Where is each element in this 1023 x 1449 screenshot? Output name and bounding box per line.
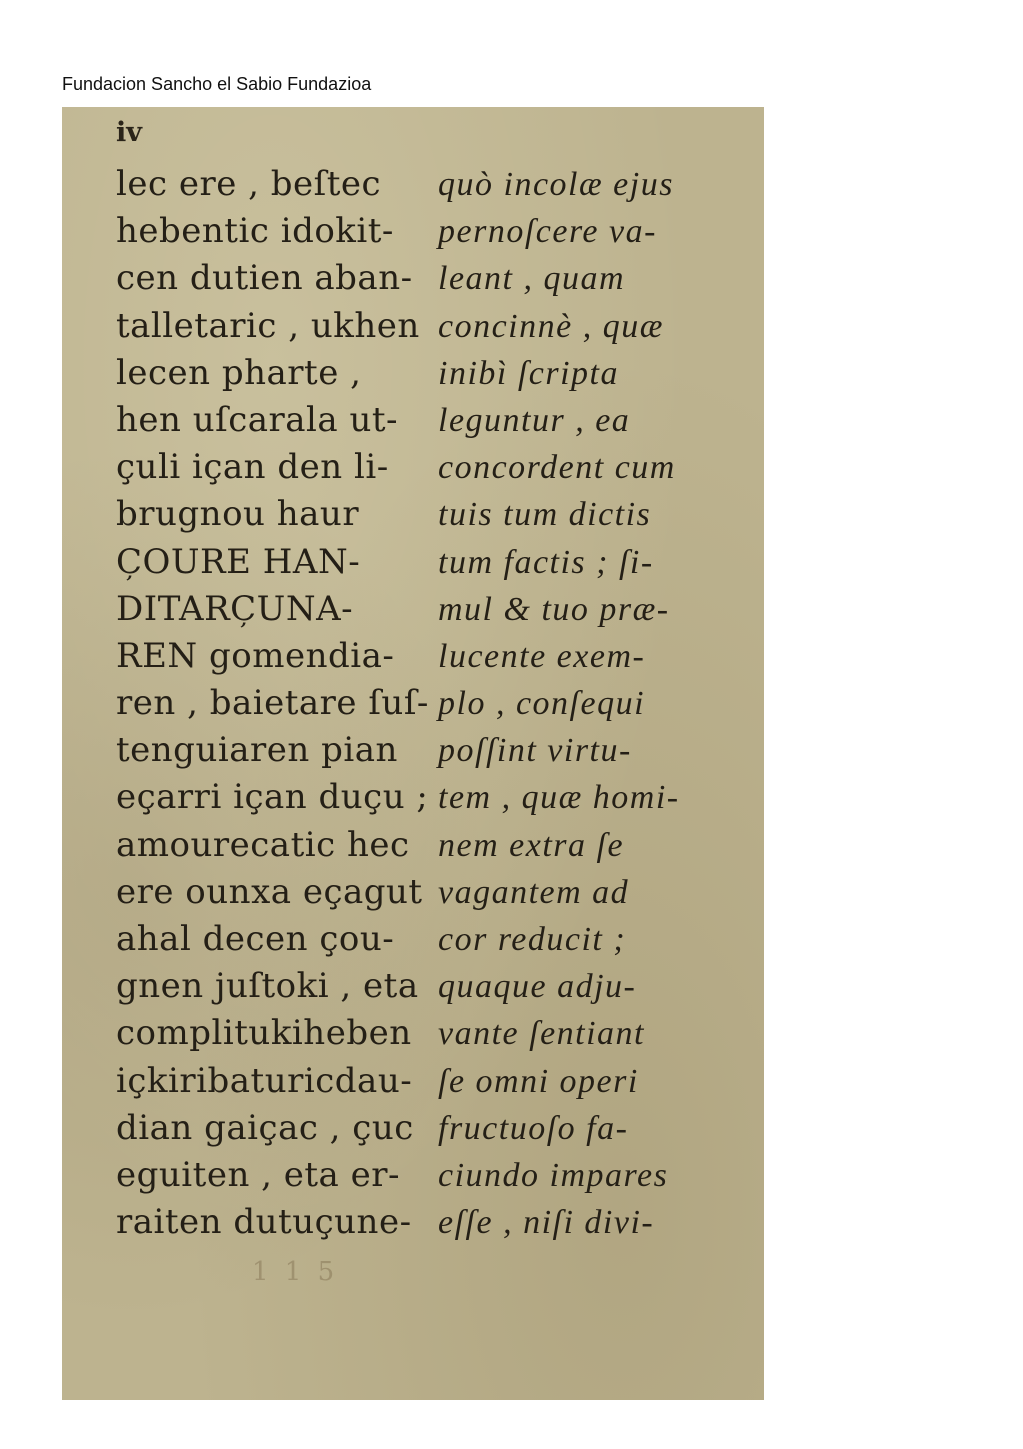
latin-text-line: ciundo impares bbox=[438, 1156, 669, 1194]
latin-text-line: plo , conſequi bbox=[438, 685, 646, 723]
latin-text-line: tum factis ; ſi- bbox=[438, 543, 654, 581]
basque-text-line: talletaric , ukhen bbox=[116, 305, 420, 346]
basque-text-line: complitukiheben bbox=[116, 1013, 412, 1054]
library-watermark-header: Fundacion Sancho el Sabio Fundazioa bbox=[62, 74, 372, 94]
basque-text-line: DITARC̦UNA- bbox=[116, 588, 354, 629]
basque-text-line: ere ounxa eçagut bbox=[116, 871, 423, 912]
basque-text-column bbox=[116, 161, 434, 1246]
latin-text-line: fructuoſo fa- bbox=[438, 1109, 629, 1147]
basque-text-line: raiten dutuçune- bbox=[116, 1202, 412, 1243]
basque-text-line: amourecatic hec bbox=[116, 824, 410, 865]
latin-text-line: leant , quam bbox=[438, 260, 626, 298]
latin-text-line: lucente exem- bbox=[438, 637, 646, 675]
basque-text-line: içkiribaturicdau- bbox=[116, 1060, 413, 1101]
latin-text-line: poſſint virtu- bbox=[438, 732, 632, 770]
latin-text-line: inibì ſcripta bbox=[438, 354, 619, 392]
basque-text-line: çuli içan den li- bbox=[116, 447, 389, 488]
latin-text-line: concordent cum bbox=[438, 449, 676, 487]
basque-text-line: cen dutien aban- bbox=[116, 258, 413, 299]
faded-stamp-mark: 1 1 5 bbox=[252, 1257, 339, 1287]
latin-text-line: quaque adju- bbox=[438, 968, 637, 1006]
basque-text-line: ahal decen çou- bbox=[116, 919, 395, 959]
latin-text-line: cor reducit ; bbox=[438, 921, 627, 958]
basque-text-line: ren , baietare ſuſ- bbox=[116, 683, 429, 724]
latin-text-line: vagantem ad bbox=[438, 873, 630, 911]
basque-text-line: brugnou haur bbox=[116, 494, 360, 535]
basque-text-line: eguiten , eta er- bbox=[116, 1154, 400, 1195]
latin-text-line: tuis tum dictis bbox=[438, 496, 652, 534]
basque-text-line: tenguiaren pian bbox=[116, 730, 398, 771]
basque-text-line: lecen pharte , bbox=[116, 352, 362, 393]
latin-text-line: ſe omni operi bbox=[438, 1062, 639, 1100]
page-number: iv bbox=[116, 117, 142, 148]
latin-text-line: mul & tuo præ- bbox=[438, 590, 670, 628]
basque-text-line: C̦OURE HAN- bbox=[116, 541, 361, 582]
basque-text-line: dian gaiçac , çuc bbox=[116, 1107, 414, 1148]
basque-text-line: lec ere , beſtec bbox=[116, 164, 382, 204]
latin-text-line: leguntur , ea bbox=[438, 401, 631, 439]
latin-text-line: nem extra ſe bbox=[438, 826, 625, 864]
latin-text-column bbox=[438, 161, 738, 1246]
basque-text-line: hebentic idokit- bbox=[116, 211, 394, 252]
basque-text-line: gnen juſtoki , eta bbox=[116, 966, 419, 1007]
basque-text-line: eçarri içan duçu ; bbox=[116, 777, 429, 818]
latin-text-line: pernoſcere va- bbox=[438, 213, 657, 251]
latin-text-line: tem , quæ homi- bbox=[438, 779, 680, 817]
latin-text-line: quò incolæ ejus bbox=[438, 166, 674, 203]
latin-text-line: eſſe , niſi divi- bbox=[438, 1204, 655, 1242]
basque-text-line: hen uſcarala ut- bbox=[116, 399, 399, 440]
latin-text-line: vante ſentiant bbox=[438, 1015, 646, 1053]
latin-text-line: concinnè , quæ bbox=[438, 307, 664, 345]
basque-text-line: REN gomendia- bbox=[116, 635, 395, 676]
scanned-book-page bbox=[62, 107, 764, 1400]
